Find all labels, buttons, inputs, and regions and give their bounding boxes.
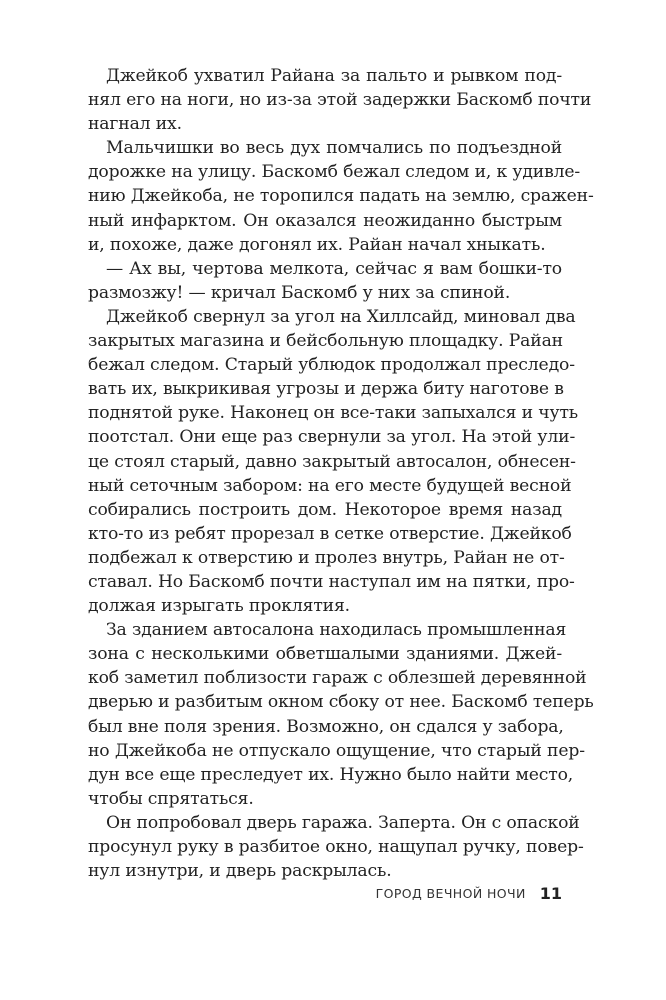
text-line: дверью и разбитым окном сбоку от нее. Баскомб теперь xyxy=(88,692,594,713)
text-line: нагнал их. xyxy=(88,114,182,135)
text-line: кто-то из ребят прорезал в сетке отверстие. Джейкоб xyxy=(88,523,572,544)
body-text xyxy=(88,64,594,883)
paragraph xyxy=(88,257,562,305)
text-line: зона с несколькими обветшалыми зданиями. Джей- xyxy=(88,644,562,665)
text-line: нул изнутри, и дверь раскрылась. xyxy=(88,861,392,882)
text-line: поотстал. Они еще раз свернули за угол. На этой ули- xyxy=(88,427,576,448)
text-line: нию Джейкоба, не торопился падать на землю, сражен- xyxy=(88,186,594,207)
text-line: нял его на ноги, но из-за этой задержки Баскомб почти xyxy=(88,90,592,111)
text-line: Джейкоб свернул за угол на Хиллсайд, миновал два xyxy=(106,306,576,327)
text-line: подбежал к отверстию и пролез внутрь, Райан не от- xyxy=(88,547,565,568)
paragraph xyxy=(88,305,579,618)
text-line: но Джейкоба не отпускало ощущение, что старый пер- xyxy=(88,740,585,761)
text-line: ный инфарктом. Он оказался неожиданно быстрым xyxy=(88,210,562,231)
text-line: дун все еще преследует их. Нужно было найти место, xyxy=(88,764,574,785)
text-line: Джейкоб ухватил Райана за пальто и рывком под- xyxy=(106,66,562,86)
text-line: дорожке на улицу. Баскомб бежал следом и, к удивле- xyxy=(88,162,581,183)
text-line: был вне поля зрения. Возможно, он сдался у забора, xyxy=(88,716,564,737)
text-line: — Ах вы, чертова мелкота, сейчас я вам бошки-то xyxy=(106,258,562,279)
text-line: поднятой руке. Наконец он все-таки запыхался и чуть xyxy=(88,403,579,424)
paragraph xyxy=(88,64,592,136)
paragraph xyxy=(88,811,584,883)
text-line: закрытых магазина и бейсбольную площадку. Райан xyxy=(88,331,563,352)
text-line: ный сеточным забором: на его месте будущей весной xyxy=(88,475,572,496)
paragraph xyxy=(88,136,594,256)
running-head: ГОРОД ВЕЧНОЙ НОЧИ xyxy=(375,886,526,901)
text-line: должая изрыгать проклятия. xyxy=(88,596,350,617)
text-line: ставал. Но Баскомб почти наступал им на пятки, про- xyxy=(88,571,575,592)
text-line: бежал следом. Старый ублюдок продолжал преследо- xyxy=(88,355,575,376)
text-line: чтобы спрятаться. xyxy=(88,788,254,809)
text-line: коб заметил поблизости гараж с облезшей деревянной xyxy=(88,668,587,689)
text-line: вать их, выкрикивая угрозы и держа биту наготове в xyxy=(88,379,564,400)
text-line: собирались построить дом. Некоторое время назад xyxy=(88,499,562,520)
text-line: и, похоже, даже догонял их. Райан начал хныкать. xyxy=(88,234,546,255)
text-line: За зданием автосалона находилась промышленная xyxy=(106,620,567,641)
page-number: 11 xyxy=(539,884,562,903)
text-line: размозжу! — кричал Баскомб у них за спиной. xyxy=(88,282,511,303)
text-line: просунул руку в разбитое окно, нащупал ручку, повер- xyxy=(88,837,584,857)
text-line: Он попробовал дверь гаража. Заперта. Он с опаской xyxy=(106,812,580,833)
text-line: це стоял старый, давно закрытый автосалон, обнесен- xyxy=(88,451,576,472)
page-footer xyxy=(376,884,562,903)
text-line: Мальчишки во весь дух помчались по подъездной xyxy=(106,138,562,159)
paragraph xyxy=(88,618,594,811)
